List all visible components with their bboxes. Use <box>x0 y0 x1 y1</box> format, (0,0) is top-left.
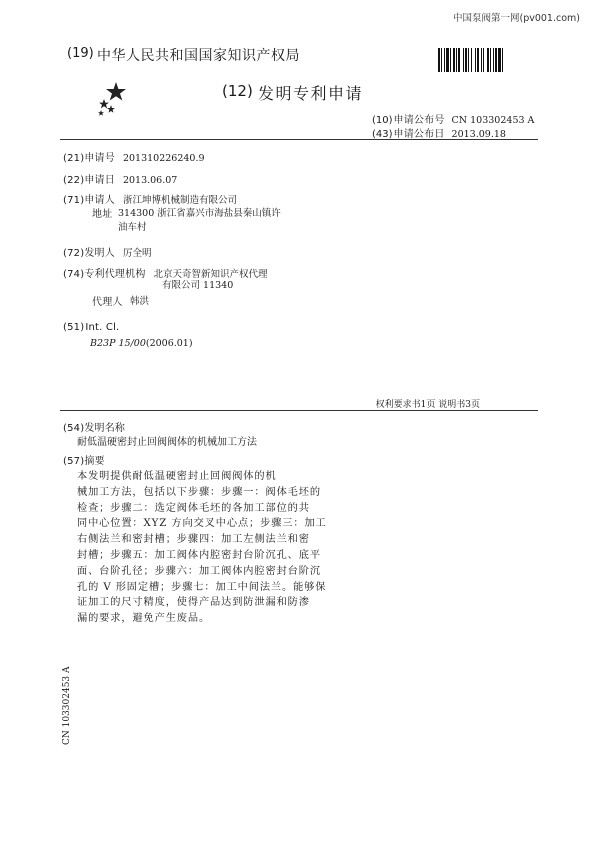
application-number: 201310226240.9 <box>122 153 205 164</box>
application-date-label: 申请日 <box>84 175 115 186</box>
page-count-info: 权利要求书1页 说明书3页 <box>375 400 480 410</box>
agency-row: (74)专利代理机构 北京天奇智新知识产权代理 <box>63 269 268 280</box>
header-divider <box>60 139 538 140</box>
intcl-version: (2006.01) <box>145 338 193 349</box>
abstract-line: 检查；步骤二：选定阀体毛坯的各加工部位的共 <box>77 502 310 514</box>
application-number-label: 申请号 <box>84 153 115 164</box>
abstract-line: 孔的 V 形固定槽；步骤七：加工中间法兰。能够保 <box>77 581 327 593</box>
office-code: (19) <box>67 46 94 61</box>
intcl-class: B23P 15/00 <box>90 338 146 349</box>
publication-date-code: (43) <box>372 129 393 140</box>
applicant-row: (71)申请人 浙江坤博机械制造有限公司 <box>63 195 237 206</box>
publication-number-code: (10) <box>372 115 393 126</box>
doc-type-code: (12) <box>222 82 253 100</box>
abstract-line: 同中心位置：XYZ 方向交叉中心点；步骤三：加工 <box>77 518 327 530</box>
agency-line-2: 有限公司 11340 <box>162 280 234 291</box>
inventor: 厉全明 <box>122 248 152 259</box>
publication-date-label: 申请公布日 <box>393 129 445 140</box>
office-name: 中华人民共和国国家知识产权局 <box>97 48 300 64</box>
publication-number-row <box>372 111 534 126</box>
agency-label: 专利代理机构 <box>84 269 146 280</box>
abstract-line: 漏的要求，避免产生废品。 <box>77 613 211 625</box>
invention-title: 耐低温硬密封止回阀阀体的机械加工方法 <box>77 437 257 448</box>
abstract-line: 封槽；步骤五：加工阀体内腔密封台阶沉孔、底平 <box>77 550 321 561</box>
sipo-logo-icon <box>96 82 132 118</box>
watermark: 中国泵阀第一网(pv001.com) <box>452 13 580 24</box>
side-publication-number: CN 103302453 A <box>62 666 72 745</box>
application-number-row: (21)申请号 201310226240.9 <box>63 153 205 164</box>
abstract-line: 本发明提供耐低温硬密封止回阀阀体的机 <box>77 471 277 482</box>
address-label: 地址 <box>92 209 113 220</box>
abstract-label: 摘要 <box>84 456 105 467</box>
publication-date-row <box>372 125 506 140</box>
inventor-label: 发明人 <box>84 248 115 259</box>
publication-date: 2013.09.18 <box>451 129 506 140</box>
agent: 韩洪 <box>130 296 150 307</box>
abstract-line: 械加工方法，包括以下步骤：步骤一：阀体毛坯的 <box>77 486 321 498</box>
publication-number: CN 103302453 A <box>451 115 535 126</box>
title-row: (54)发明名称 <box>63 423 126 434</box>
address-line-1: 314300 浙江省嘉兴市海盐县秦山镇许 <box>118 208 281 219</box>
publication-number-label: 申请公布号 <box>393 115 445 126</box>
applicant-label: 申请人 <box>84 195 115 206</box>
intcl-label: Int. Cl. <box>85 322 120 333</box>
abstract-line: 右侧法兰和密封槽；步骤四：加工左侧法兰和密 <box>77 534 310 546</box>
agency-line-1: 北京天奇智新知识产权代理 <box>153 269 268 280</box>
section-divider <box>60 410 538 411</box>
intcl-class-row <box>90 331 193 350</box>
abstract-line: 证加工的尺寸精度，使得产品达到防泄漏和防渗 <box>77 597 310 609</box>
abstract-heading: (57)摘要 <box>63 456 105 467</box>
application-date: 2013.06.07 <box>122 175 178 186</box>
applicant: 浙江坤博机械制造有限公司 <box>122 195 237 206</box>
title-label: 发明名称 <box>84 423 126 434</box>
address-line-2: 油车村 <box>118 222 147 233</box>
agent-label: 代理人 <box>92 297 123 308</box>
abstract-line: 面、台阶孔径；步骤六：加工阀体内腔密封台阶沉 <box>77 565 321 577</box>
barcode <box>438 48 525 72</box>
inventor-row: (72)发明人 厉全明 <box>63 248 152 259</box>
intcl-row: (51)Int. Cl. <box>63 322 120 333</box>
doc-type: 发明专利申请 <box>258 84 364 103</box>
application-date-row: (22)申请日 2013.06.07 <box>63 175 178 186</box>
